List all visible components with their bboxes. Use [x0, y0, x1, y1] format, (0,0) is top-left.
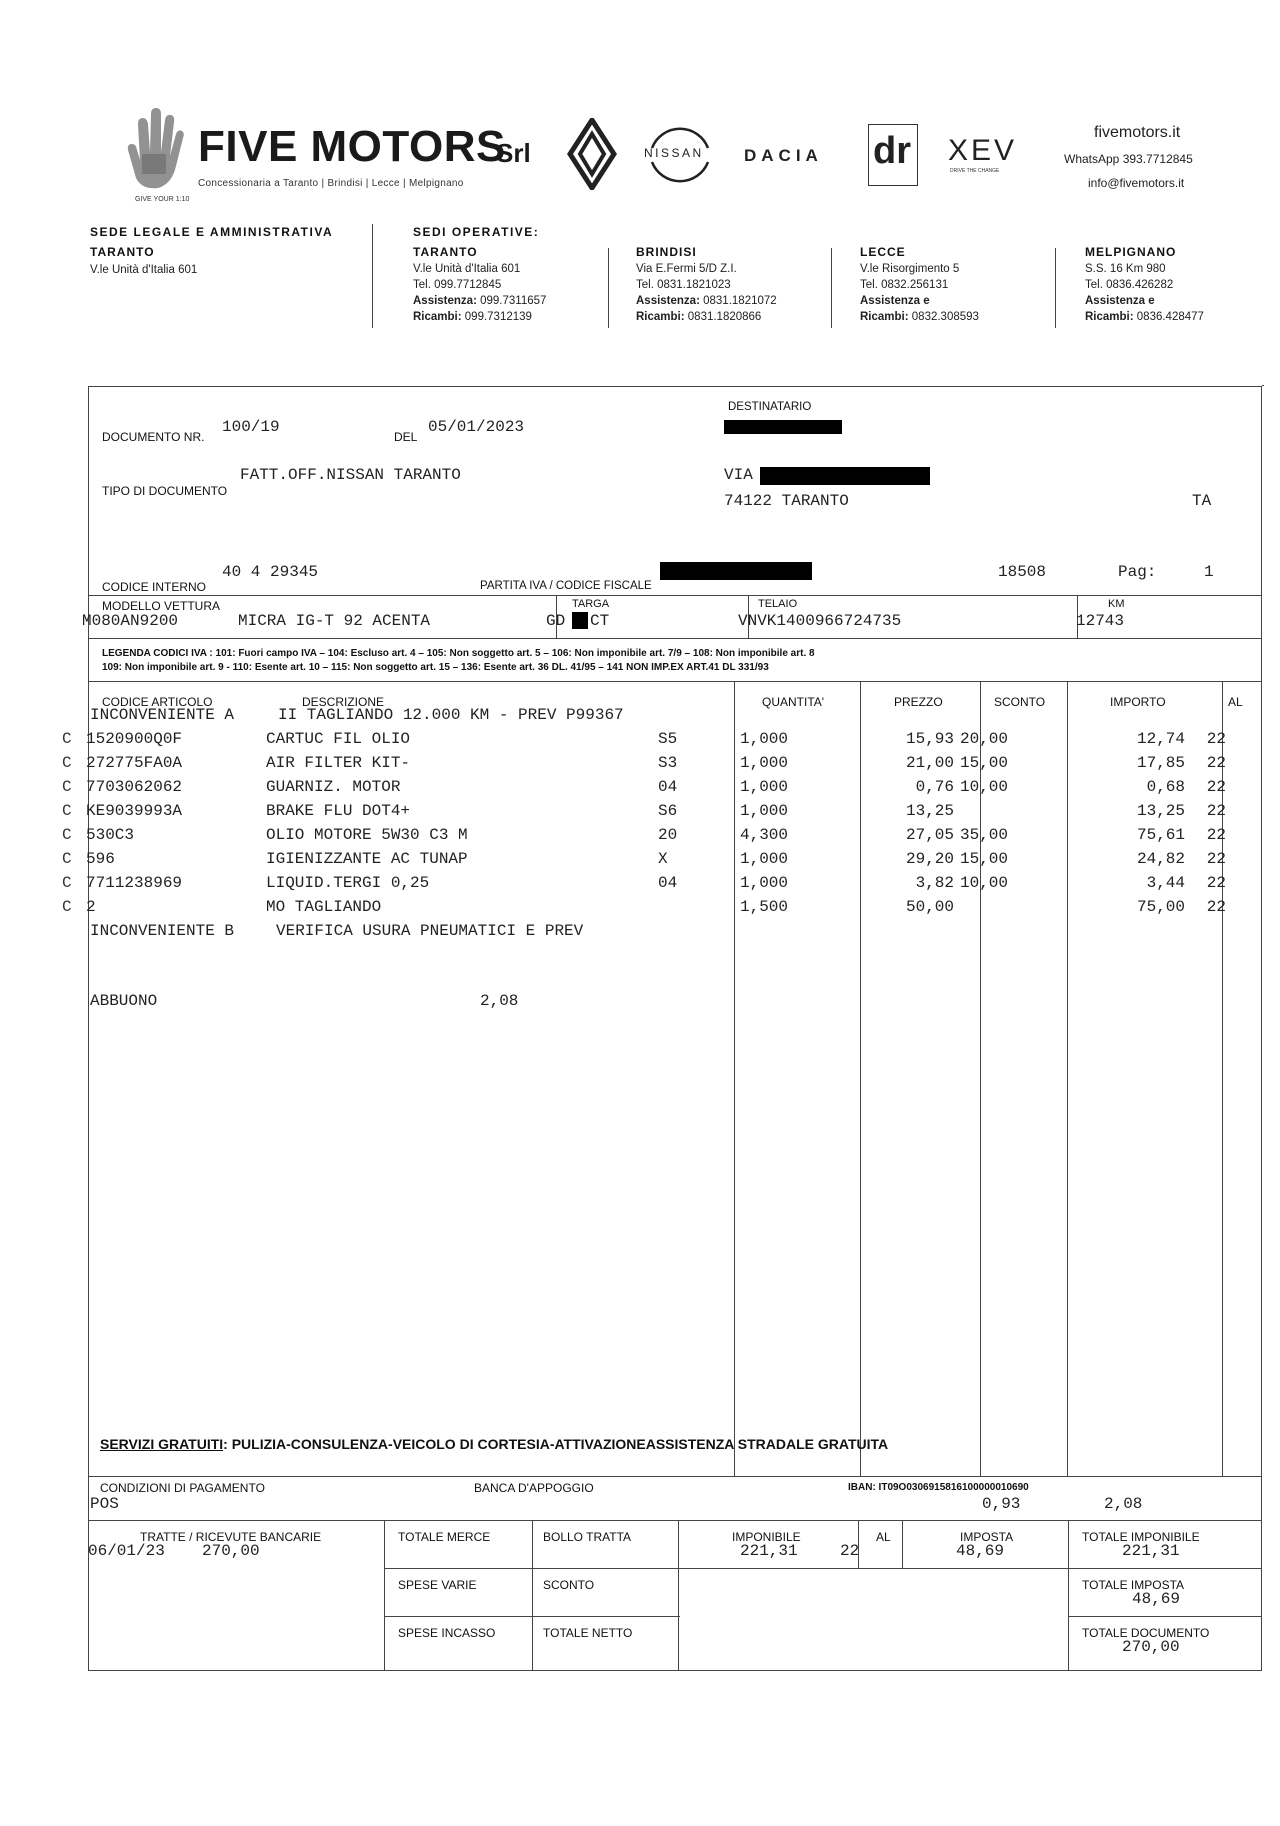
- servizi-text: : PULIZIA-CONSULENZA-VEICOLO DI CORTESIA-ATTIVAZIONEASSISTENZA STRADALE GRATUITA: [223, 1436, 889, 1452]
- cell-code: 530C3: [86, 826, 135, 844]
- cell-cat: 04: [658, 778, 678, 796]
- codice-num: 18508: [998, 563, 1047, 581]
- sede-line4-label: Ricambi:: [1085, 311, 1134, 323]
- sede-address: V.le Unità d'Italia 601: [413, 263, 521, 275]
- destinatario-label: DESTINATARIO: [728, 401, 812, 413]
- legenda-line1: LEGENDA CODICI IVA : 101: Fuori campo IVA – 104: Escluso art. 4 – 105: Non soggetto art. 5 – 106: Non imponibile art. 7/9 – 108: Non imponibile art. 8: [102, 648, 815, 659]
- cell-code: 272775FA0A: [86, 754, 183, 772]
- footer-v1: 0,93: [982, 1495, 1021, 1513]
- legenda-line2: 109: Non imponibile art. 9 - 110: Esente art. 10 – 115: Non soggetto art. 15 – 136: Esente art. 36 DL. 41/95 – 141 NON IMP.EX ART.41 DL 331/93: [102, 662, 769, 673]
- divider: [1055, 248, 1056, 328]
- cell-amount: 17,85: [1136, 754, 1185, 772]
- cell-desc: OLIO MOTORE 5W30 C3 M: [266, 826, 468, 844]
- cell-desc: CARTUC FIL OLIO: [266, 730, 411, 748]
- sede-line4-value: 0836.428477: [1136, 311, 1204, 323]
- sede-address: S.S. 16 Km 980: [1085, 263, 1166, 275]
- col-header-sconto: SCONTO: [994, 695, 1046, 709]
- sede-tel: Tel. 099.7712845: [413, 279, 502, 291]
- banca-label: BANCA D'APPOGGIO: [474, 1481, 594, 1495]
- imponibile-al: 22: [840, 1542, 860, 1560]
- partita-iva-label: PARTITA IVA / CODICE FISCALE: [480, 580, 652, 592]
- cell-code: 596: [86, 850, 115, 868]
- cell-qty: 1,000: [740, 850, 789, 868]
- xev-caption: DRIVE THE CHANGE: [950, 168, 1000, 174]
- sede-line4-value: 099.7312139: [464, 311, 532, 323]
- km: 12743: [1076, 612, 1125, 630]
- cell-qty: 1,000: [740, 874, 789, 892]
- cell-desc: MO TAGLIANDO: [266, 898, 382, 916]
- cell-flag: C: [62, 874, 72, 892]
- cell-al: 22: [1206, 826, 1226, 844]
- al-label: AL: [876, 1530, 891, 1544]
- cell-code: 1520900Q0F: [86, 730, 183, 748]
- sede-address: Via E.Fermi 5/D Z.I.: [636, 263, 737, 275]
- totale-documento: 270,00: [1122, 1638, 1180, 1656]
- tot-divider: [902, 1520, 903, 1568]
- pag-label: Pag:: [1118, 563, 1157, 581]
- sede-line4: [636, 309, 777, 325]
- km-label: KM: [1108, 598, 1125, 610]
- website[interactable]: fivemotors.it: [1094, 124, 1181, 141]
- legenda-bottom: [88, 681, 1262, 682]
- cell-price: 27,05: [905, 826, 954, 844]
- xev-logo: XEV: [948, 134, 1018, 167]
- cell-desc: LIQUID.TERGI 0,25: [266, 874, 430, 892]
- sede-city: TARANTO: [413, 245, 478, 259]
- totale-imposta: 48,69: [1132, 1590, 1181, 1608]
- dr-logo: dr: [873, 130, 911, 172]
- sede-line3-value: 0831.1821072: [703, 295, 777, 307]
- sede-taranto: [413, 245, 546, 325]
- renault-logo: [566, 118, 618, 190]
- cell-qty: 1,000: [740, 778, 789, 796]
- imposta: 48,69: [956, 1542, 1005, 1560]
- cell-al: 22: [1206, 730, 1226, 748]
- cell-flag: C: [62, 850, 72, 868]
- totale-documento-label: TOTALE DOCUMENTO: [1082, 1626, 1210, 1640]
- codice-interno-label: CODICE INTERNO: [102, 580, 207, 594]
- tot-divider: [384, 1520, 385, 1670]
- cell-amount: 75,61: [1136, 826, 1185, 844]
- table-row: [0, 898, 1280, 922]
- cell-cat: S5: [658, 730, 678, 748]
- cell-al: 22: [1206, 754, 1226, 772]
- telaio: VNVK1400966724735: [738, 612, 902, 630]
- cell-qty: 1,000: [740, 730, 789, 748]
- cell-cat: 20: [658, 826, 678, 844]
- tot-divider: [1068, 1520, 1069, 1670]
- sede-line4: [413, 309, 546, 325]
- divider: [372, 224, 373, 328]
- sede-legale-address: V.le Unità d'Italia 601: [90, 264, 198, 276]
- targa-pre: GD: [546, 612, 566, 630]
- col-header-quantita: QUANTITA': [762, 695, 825, 709]
- pagamento-label: CONDIZIONI DI PAGAMENTO: [100, 1481, 265, 1495]
- col-header-importo: IMPORTO: [1110, 695, 1166, 709]
- tot-row-line: [384, 1568, 680, 1569]
- cell-al: 22: [1206, 802, 1226, 820]
- email[interactable]: info@fivemotors.it: [1088, 176, 1185, 190]
- divider: [831, 248, 832, 328]
- provincia: TA: [1192, 492, 1212, 510]
- tot-row-line: [384, 1616, 680, 1617]
- totale-netto-label: TOTALE NETTO: [543, 1626, 633, 1640]
- sede-tel: Tel. 0831.1821023: [636, 279, 731, 291]
- cell-code: 2: [86, 898, 96, 916]
- company-name: FIVE MOTORS: [198, 122, 506, 171]
- vehicle-row-top: [88, 595, 1262, 596]
- tot-divider: [532, 1520, 533, 1670]
- sede-brindisi: [636, 245, 777, 325]
- cell-qty: 1,000: [740, 802, 789, 820]
- servizi-label: SERVIZI GRATUITI: [100, 1436, 224, 1452]
- sede-line4-value: 0832.308593: [911, 311, 979, 323]
- redacted-via: [760, 467, 930, 485]
- cell-price: 21,00: [905, 754, 954, 772]
- sede-line3-label: Assistenza e: [860, 295, 930, 307]
- cell-qty: 1,500: [740, 898, 789, 916]
- cell-disc: 35,00: [960, 826, 1009, 844]
- sede-city: MELPIGNANO: [1085, 245, 1177, 259]
- cell-amount: 75,00: [1136, 898, 1185, 916]
- cell-price: 13,25: [905, 802, 954, 820]
- via-label: VIA: [724, 466, 753, 484]
- cell-price: 0,76: [915, 778, 954, 796]
- table-row: [0, 730, 1280, 754]
- cell-desc: BRAKE FLU DOT4+: [266, 802, 411, 820]
- targa-label: TARGA: [572, 598, 610, 610]
- dacia-logo: DACIA: [744, 146, 823, 165]
- cell-qty: 4,300: [740, 826, 789, 844]
- tot-divider: [678, 1520, 679, 1670]
- sede-line3-label: Assistenza:: [636, 295, 700, 307]
- cell-amount: 3,44: [1146, 874, 1185, 892]
- col-header-descrizione: DESCRIZIONE: [302, 695, 385, 709]
- tipo-documento-label: TIPO DI DOCUMENTO: [102, 484, 228, 498]
- cell-al: 22: [1206, 898, 1226, 916]
- tratte-date: 06/01/23: [88, 1542, 165, 1560]
- tratte-amount: 270,00: [202, 1542, 260, 1560]
- col-header-prezzo: PREZZO: [894, 695, 943, 709]
- table-row: [0, 826, 1280, 850]
- telaio-label: TELAIO: [758, 598, 798, 610]
- cell-al: 22: [1206, 778, 1226, 796]
- footer-v2: 2,08: [1104, 1495, 1143, 1513]
- sede-address: V.le Risorgimento 5: [860, 263, 960, 275]
- cell-flag: C: [62, 730, 72, 748]
- sede-city: LECCE: [860, 245, 906, 259]
- tratte-label: TRATTE / RICEVUTE BANCARIE: [140, 1530, 322, 1544]
- cell-cat: S3: [658, 754, 678, 772]
- inconveniente-a-code: INCONVENIENTE A: [90, 706, 235, 724]
- abbuono-label: ABBUONO: [90, 992, 158, 1010]
- frame-top-ext: [1262, 385, 1264, 386]
- tipo-documento: FATT.OFF.NISSAN TARANTO: [240, 466, 461, 484]
- cell-disc: 15,00: [960, 850, 1009, 868]
- sede-tel: Tel. 0836.426282: [1085, 279, 1174, 291]
- table-row: [0, 850, 1280, 874]
- cell-al: 22: [1206, 850, 1226, 868]
- sede-line3: [413, 293, 546, 309]
- cell-code: KE9039993A: [86, 802, 183, 820]
- iban: IBAN: IT09O0306915816100000010690: [848, 1482, 1029, 1493]
- sede-melpignano: [1085, 245, 1204, 325]
- sede-line3: [636, 293, 777, 309]
- tot-row-line: [1068, 1616, 1262, 1617]
- cell-price: 29,20: [905, 850, 954, 868]
- targa-post: CT: [590, 612, 610, 630]
- sede-line4-label: Ricambi:: [413, 311, 462, 323]
- servizi-gratuiti: [100, 1436, 888, 1452]
- documento-data: 05/01/2023: [428, 418, 525, 436]
- spese-incasso-label: SPESE INCASSO: [398, 1626, 496, 1640]
- cell-disc: 10,00: [960, 874, 1009, 892]
- sede-line4-label: Ricambi:: [860, 311, 909, 323]
- sede-line3: [860, 293, 979, 309]
- cap-city: 74122 TARANTO: [724, 492, 849, 510]
- cell-price: 15,93: [905, 730, 954, 748]
- bollo-label: BOLLO TRATTA: [543, 1530, 632, 1544]
- divider: [608, 248, 609, 328]
- cell-disc: 15,00: [960, 754, 1009, 772]
- imposta-label: IMPOSTA: [960, 1530, 1014, 1544]
- redacted-destinatario: [724, 420, 842, 434]
- sede-legale-title: SEDE LEGALE E AMMINISTRATIVA: [90, 225, 334, 239]
- sede-lecce: [860, 245, 979, 325]
- cell-amount: 12,74: [1136, 730, 1185, 748]
- cell-code: 7711238969: [86, 874, 183, 892]
- abbuono-value: 2,08: [480, 992, 519, 1010]
- cell-cat: X: [658, 850, 668, 868]
- cell-desc: IGIENIZZANTE AC TUNAP: [266, 850, 468, 868]
- pagamento: POS: [90, 1495, 119, 1513]
- cell-cat: 04: [658, 874, 678, 892]
- table-row: [0, 778, 1280, 802]
- company-suffix: Srl: [496, 138, 531, 168]
- cell-flag: C: [62, 826, 72, 844]
- spese-varie-label: SPESE VARIE: [398, 1578, 477, 1592]
- cell-price: 50,00: [905, 898, 954, 916]
- footer-top: [88, 1476, 1262, 1477]
- table-row: [0, 802, 1280, 826]
- cell-cat: S6: [658, 802, 678, 820]
- hand-caption: GIVE YOUR 1:10: [135, 196, 190, 203]
- sede-city: BRINDISI: [636, 245, 697, 259]
- modello-label: MODELLO VETTURA: [102, 599, 221, 613]
- imponibile-label: IMPONIBILE: [732, 1530, 801, 1544]
- redacted-targa: [572, 612, 588, 629]
- modello-code: M080AN9200: [82, 612, 179, 630]
- codice-interno: 40 4 29345: [222, 563, 319, 581]
- tagline: Concessionaria a Taranto | Brindisi | Lecce | Melpignano: [198, 178, 464, 189]
- table-row: [0, 874, 1280, 898]
- documento-nr-label: DOCUMENTO NR.: [102, 430, 205, 444]
- inconveniente-b-code: INCONVENIENTE B: [90, 922, 235, 940]
- nissan-text: NISSAN: [644, 146, 704, 160]
- cell-flag: C: [62, 802, 72, 820]
- modello: MICRA IG-T 92 ACENTA: [238, 612, 431, 630]
- cell-disc: 10,00: [960, 778, 1009, 796]
- sede-line3-label: Assistenza e: [1085, 295, 1155, 307]
- cell-flag: C: [62, 754, 72, 772]
- cell-flag: C: [62, 898, 72, 916]
- sede-tel: Tel. 0832.256131: [860, 279, 949, 291]
- totale-imponibile-label: TOTALE IMPONIBILE: [1082, 1530, 1200, 1544]
- col-header-codice: CODICE ARTICOLO: [102, 695, 213, 709]
- sede-line4: [1085, 309, 1204, 325]
- cell-amount: 0,68: [1146, 778, 1185, 796]
- sede-line4-label: Ricambi:: [636, 311, 685, 323]
- cell-qty: 1,000: [740, 754, 789, 772]
- inconveniente-a-desc: II TAGLIANDO 12.000 KM - PREV P99367: [278, 706, 624, 724]
- table-row: [0, 754, 1280, 778]
- totale-merce-label: TOTALE MERCE: [398, 1530, 491, 1544]
- sede-line3-label: Assistenza:: [413, 295, 477, 307]
- tot-row-line: [678, 1568, 1262, 1569]
- vehicle-row-bottom: [88, 638, 1262, 639]
- pag-number: 1: [1204, 563, 1214, 581]
- col-header-al: AL: [1228, 695, 1243, 709]
- del-label: DEL: [394, 430, 418, 444]
- sede-line4: [860, 309, 979, 325]
- sede-line3-value: 099.7311657: [480, 295, 547, 307]
- sedi-operative-title: SEDI OPERATIVE:: [413, 225, 540, 239]
- sconto-label: SCONTO: [543, 1578, 595, 1592]
- hand-logo: [118, 104, 188, 200]
- sede-line4-value: 0831.1820866: [687, 311, 762, 323]
- cell-desc: GUARNIZ. MOTOR: [266, 778, 401, 796]
- totale-imposta-label: TOTALE IMPOSTA: [1082, 1578, 1185, 1592]
- documento-nr: 100/19: [222, 418, 280, 436]
- cell-disc: 20,00: [960, 730, 1009, 748]
- totale-imponibile: 221,31: [1122, 1542, 1180, 1560]
- cell-price: 3,82: [915, 874, 954, 892]
- imponibile: 221,31: [740, 1542, 798, 1560]
- inconveniente-b-desc: VERIFICA USURA PNEUMATICI E PREV: [276, 922, 584, 940]
- cell-flag: C: [62, 778, 72, 796]
- footer-row2-top: [88, 1520, 1262, 1521]
- sede-legale-city: TARANTO: [90, 245, 155, 259]
- cell-amount: 13,25: [1136, 802, 1185, 820]
- cell-desc: AIR FILTER KIT-: [266, 754, 411, 772]
- whatsapp[interactable]: WhatsApp 393.7712845: [1064, 152, 1193, 166]
- cell-code: 7703062062: [86, 778, 183, 796]
- cell-al: 22: [1206, 874, 1226, 892]
- redacted-partita-iva: [660, 562, 812, 580]
- cell-amount: 24,82: [1136, 850, 1185, 868]
- sede-line3: [1085, 293, 1204, 309]
